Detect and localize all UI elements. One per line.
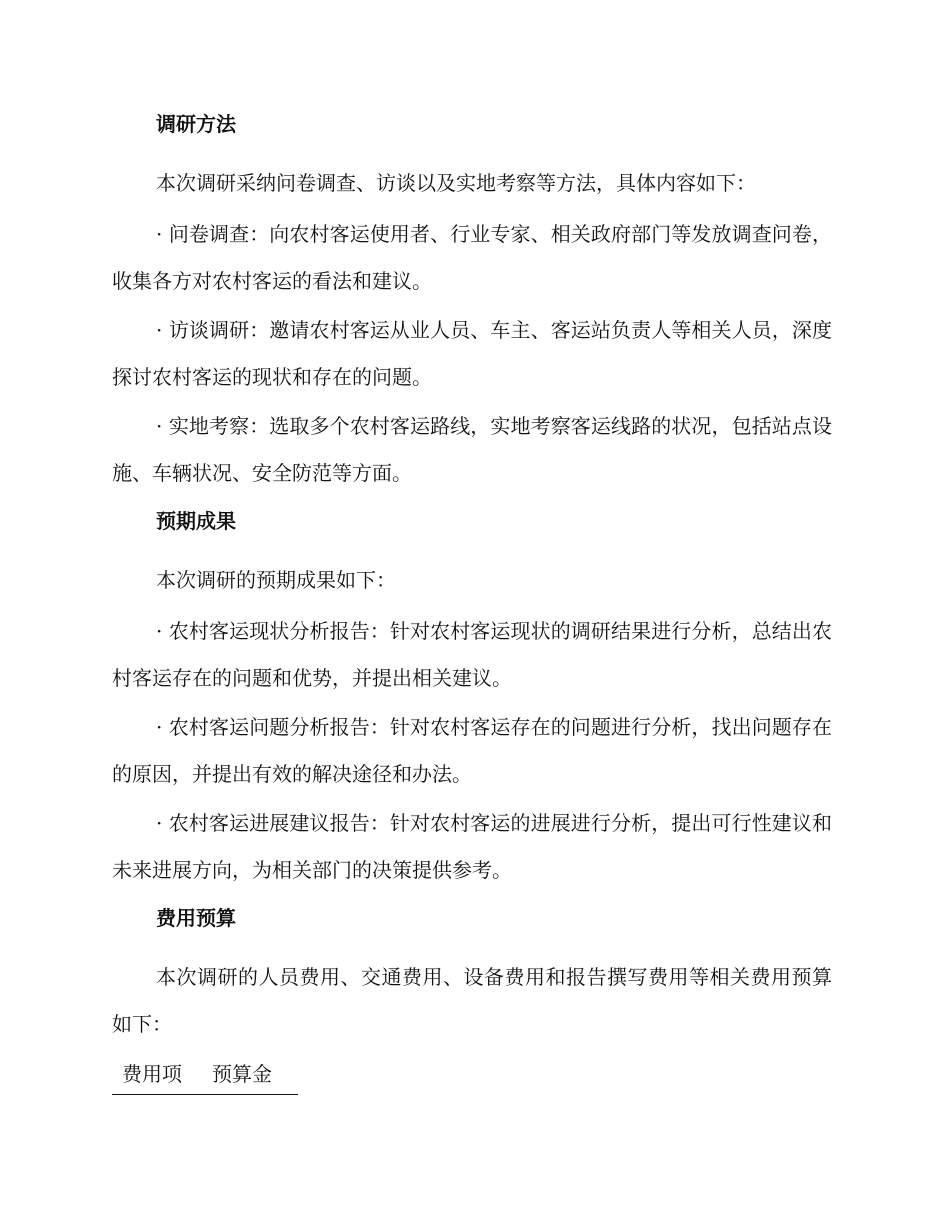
- section-heading: 调研方法: [156, 112, 236, 136]
- paragraph: · 农村客运现状分析报告：针对农村客运现状的调研结果进行分析，总结出农村客运存在的问题和优势，并提出相关建议。: [112, 619, 832, 690]
- paragraph: · 问卷调查：向农村客运使用者、行业专家、相关政府部门等发放调查问卷，收集各方对农村客运的看法和建议。: [112, 222, 832, 293]
- paragraph: · 农村客运进展建议报告：针对农村客运的进展进行分析，提出可行性建议和未来进展方向，为相关部门的决策提供参考。: [112, 811, 832, 882]
- table-header-cell: 预算金: [212, 1062, 272, 1086]
- paragraph: 本次调研的预期成果如下：: [156, 568, 396, 592]
- section-methods: [112, 108, 832, 497]
- paragraph: · 访谈调研：邀请农村客运从业人员、车主、客运站负责人等相关人员，深度探讨农村客运的现状和存在的问题。: [112, 318, 832, 389]
- document-page: [112, 108, 832, 1095]
- table-header-cell: 费用项: [122, 1062, 182, 1086]
- section-heading: 费用预算: [156, 906, 236, 930]
- section-budget: [112, 902, 832, 1048]
- paragraph: · 农村客运问题分析报告：针对农村客运存在的问题进行分析，找出问题存在的原因，并提出有效的解决途径和办法。: [112, 715, 832, 786]
- budget-table-header: [112, 1056, 298, 1095]
- paragraph: · 实地考察：选取多个农村客运路线，实地考察客运线路的状况，包括站点设施、车辆状况、安全防范等方面。: [112, 414, 832, 485]
- paragraph: 本次调研的人员费用、交通费用、设备费用和报告撰写费用等相关费用预算如下：: [112, 965, 832, 1036]
- section-outcomes: [112, 505, 832, 894]
- paragraph: 本次调研采纳问卷调查、访谈以及实地考察等方法，具体内容如下：: [156, 171, 756, 195]
- section-heading: 预期成果: [156, 509, 236, 533]
